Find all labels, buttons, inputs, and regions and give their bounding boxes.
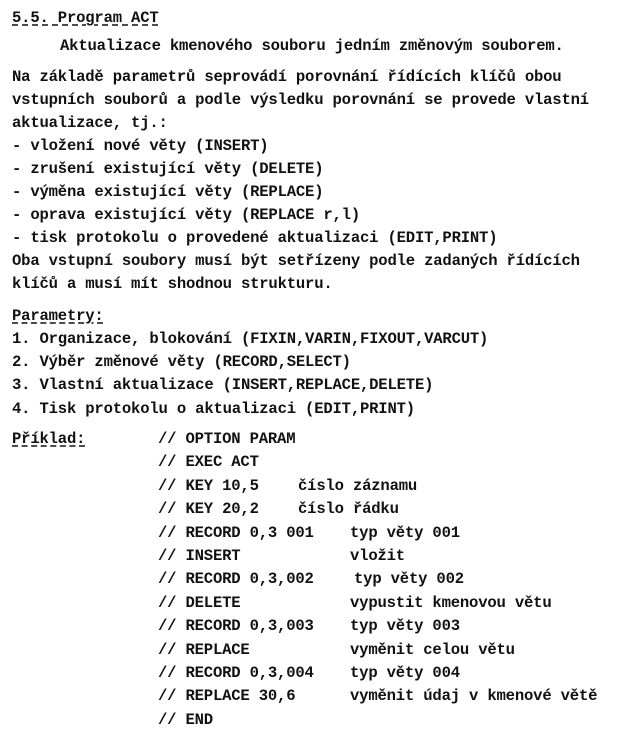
intro-line: aktualizace, tj.: (12, 114, 168, 132)
intro-line: Na základě parametrů seprovádí porovnání řídících klíčů obou (12, 68, 562, 86)
example-comment: vyměnit údaj v kmenové větě (350, 687, 598, 706)
operation-item: - tisk protokolu o provedené aktualizaci (EDIT,PRINT) (12, 229, 498, 247)
operation-item: - vložení nové věty (INSERT) (12, 137, 269, 155)
example-command: // KEY 20,2 (158, 500, 259, 519)
example-command: // INSERT (158, 547, 241, 565)
example-command: // REPLACE 30,6 (158, 687, 296, 706)
example-comment: vložit (350, 547, 405, 565)
example-comment: číslo řádku (298, 500, 399, 519)
example-command: // END (158, 710, 213, 729)
parameter-item: 1. Organizace, blokování (FIXIN,VARIN,FIXOUT,VARCUT) (12, 330, 489, 348)
example-command: // DELETE (158, 593, 241, 612)
example-label: Příklad: (12, 430, 86, 448)
example-command: // RECORD 0,3,003 (158, 617, 314, 636)
example-comment: typ věty 004 (350, 664, 460, 682)
example-comment: vyměnit celou větu (350, 640, 515, 659)
example-command: // RECORD 0,3,002 (158, 570, 314, 589)
example-command: // EXEC ACT (158, 453, 259, 472)
example-command: // RECORD 0,3,004 (158, 664, 314, 682)
operation-item: - výměna existující věty (REPLACE) (12, 183, 324, 201)
intro-line: vstupních souborů a podle výsledku porovnání se provede vlastní (12, 91, 589, 109)
example-comment: číslo záznamu (298, 476, 418, 495)
example-comment: typ věty 003 (350, 617, 460, 636)
parameter-item: 3. Vlastní aktualizace (INSERT,REPLACE,DELETE) (12, 376, 434, 394)
example-command: // RECORD 0,3 001 (158, 523, 314, 542)
example-command: // OPTION PARAM (158, 430, 296, 448)
example-comment: typ věty 001 (350, 523, 460, 542)
example-command: // REPLACE (158, 640, 250, 659)
section-heading: 5.5. Program ACT (12, 9, 159, 27)
requirement-line: klíčů a musí mít shodnou strukturu. (12, 275, 333, 293)
subtitle: Aktualizace kmenového souboru jedním změnovým souborem. (60, 37, 564, 55)
operation-item: - zrušení existující věty (DELETE) (12, 160, 324, 178)
parameter-item: 2. Výběr změnové věty (RECORD,SELECT) (12, 353, 351, 371)
example-command: // KEY 10,5 (158, 476, 259, 495)
operation-item: - oprava existující věty (REPLACE r,l) (12, 206, 360, 224)
parameter-item: 4. Tisk protokolu o aktualizaci (EDIT,PRINT) (12, 400, 415, 418)
example-comment: vypustit kmenovou větu (350, 593, 552, 612)
requirement-line: Oba vstupní soubory musí být setřízeny podle zadaných řídících (12, 252, 580, 270)
example-comment: typ věty 002 (354, 570, 464, 589)
parameters-label: Parametry: (12, 307, 104, 325)
